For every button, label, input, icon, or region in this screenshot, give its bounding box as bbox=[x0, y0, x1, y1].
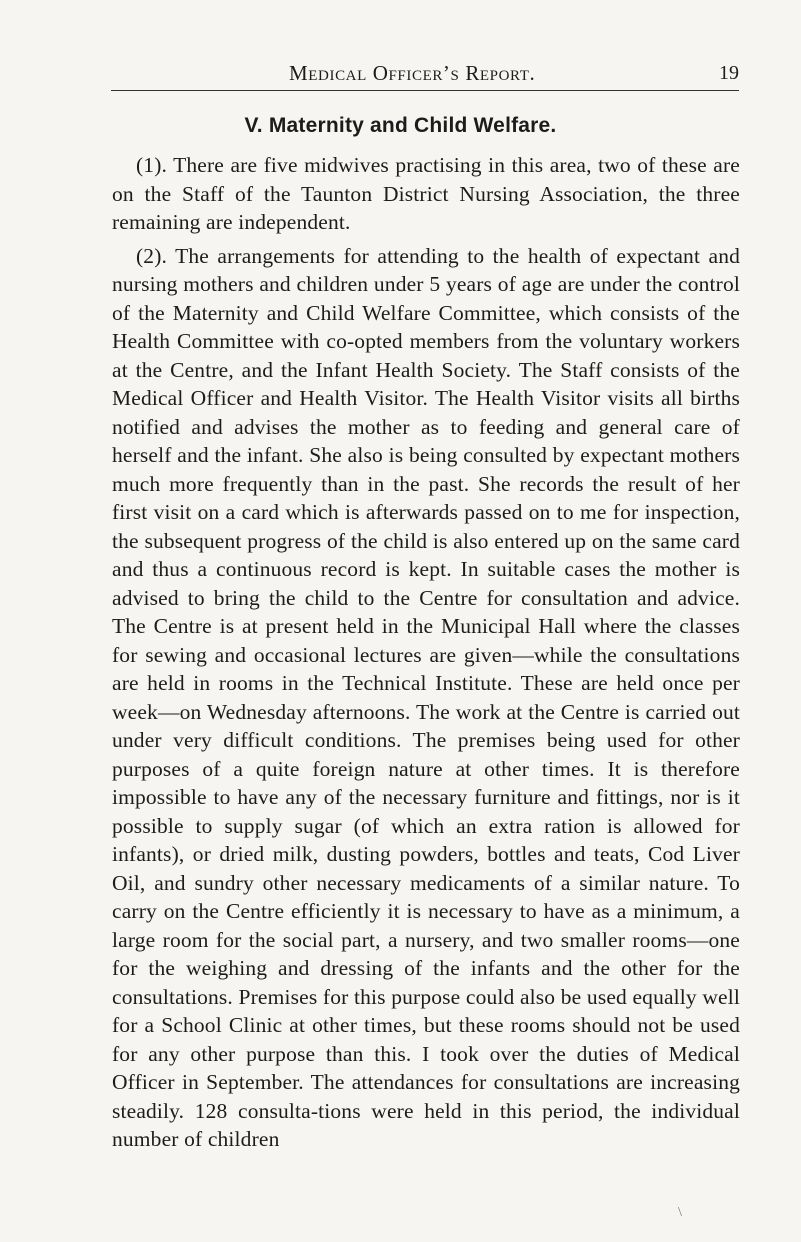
page-number: 19 bbox=[719, 62, 739, 84]
running-title: Medical Officer’s Report. bbox=[289, 61, 536, 85]
section-heading: V. Maternity and Child Welfare. bbox=[244, 114, 557, 137]
running-header bbox=[111, 58, 739, 91]
paragraph-1: (1). There are five midwives practising in this area, two of these are on the Staff of the Taunton District Nursing Association, the three remaining are independent. bbox=[112, 153, 740, 234]
paragraph-2: (2). The arrangements for attending to the health of expectant and nursing mothers and children under 5 years of age are under the control of the Maternity and Child Welfare Committee, which consists of the Health Committee with co-opted members from the voluntary workers at the Centre, and the Infant Health Society. The Staff consists of the Medical Officer and Health Visitor. The Health Visitor visits all births notified and advises the mother as to feeding and general care of herself and the infant. She also is being consulted by expectant mothers much more frequently than in the past. She records the result of her first visit on a card which is afterwards passed on to me for inspection, the subsequent progress of the child is also entered up on the same card and thus a continuous record is kept. In suitable cases the mother is advised to bring the child to the Centre for consultation and advice. The Centre is at present held in the Municipal Hall where the classes for sewing and occasional lectures are given—while the consultations are held in rooms in the Technical Institute. These are held once per week—on Wednesday afternoons. The work at the Centre is carried out under very difficult conditions. The premises being used for other purposes of a quite foreign nature at other times. It is therefore impossible to have any of the necessary furniture and fittings, nor is it possible to supply sugar (of which an extra ration is allowed for infants), or dried milk, dusting powders, bottles and teats, Cod Liver Oil, and sundry other necessary medicaments of a similar nature. To carry on the Centre efficiently it is necessary to have as a minimum, a large room for the social part, a nursery, and two smaller rooms—one for the weighing and dressing of the infants and the other for the consultations. Premises for this purpose could also be used equally well for a School Clinic at other times, but these rooms should not be used for any other purpose than this. I took over the duties of Medical Officer in September. The attendances for consultations are increasing steadily. 128 consulta-tions were held in this period, the individual number of children bbox=[112, 243, 740, 1151]
body-text bbox=[112, 151, 740, 1154]
stray-mark: \ bbox=[678, 1205, 682, 1220]
